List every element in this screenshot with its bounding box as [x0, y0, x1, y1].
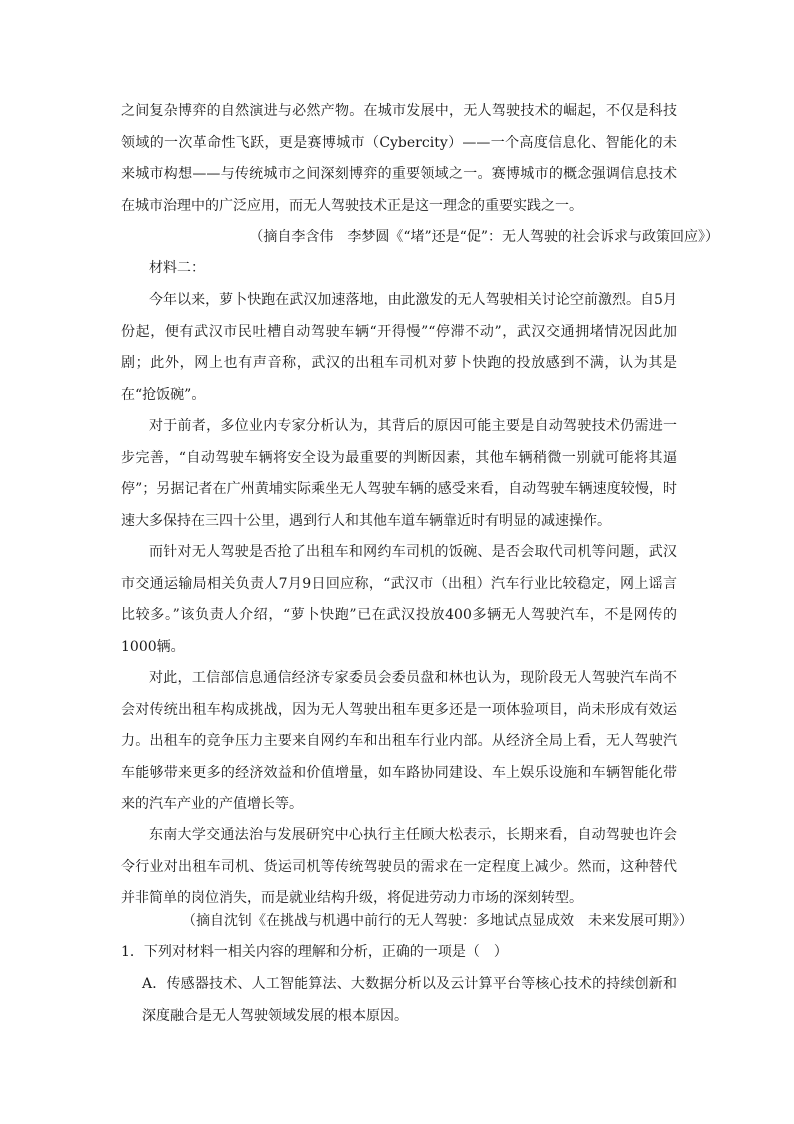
- material1-source: （摘自李含伟 李梦圆《“堵”还是“促”：无人驾驶的社会诉求与政策回应》）: [249, 229, 719, 245]
- material2-source: （摘自沈钊《在挑战与机遇中前行的无人驾驶：多地试点显成效 未来发展可期》）: [182, 913, 693, 929]
- material2-paragraph-3: 而针对无人驾驶是否抢了出租车和网约车司机的饭碗、是否会取代司机等问题，武汉市交通运输局相关负责人7月9日回应称，“武汉市（出租）汽车行业比较稳定，网上谣言比较多。”该负责人介绍，“萝卜快跑”已在武汉投放400多辆无人驾驶汽车，不是网传的1000辆。: [121, 544, 677, 655]
- question-1-option-a: A．传感器技术、人工智能算法、大数据分析以及云计算平台等核心技术的持续创新和深度融合是无人驾驶领域发展的根本原因。: [142, 976, 677, 1024]
- material1-paragraph: 之间复杂博弈的自然演进与必然产物。在城市发展中，无人驾驶技术的崛起，不仅是科技领域的一次革命性飞跃，更是赛博城市（Cybercity）——一个高度信息化、智能化的未来城市构想——与传统城市之间深刻博弈的重要领域之一。赛博城市的概念强调信息技术在城市治理中的广泛应用，而无人驾驶技术正是这一理念的重要实践之一。: [121, 103, 677, 214]
- material2-paragraph-1: 今年以来，萝卜快跑在武汉加速落地，由此激发的无人驾驶相关讨论空前激烈。自5月份起，便有武汉市民吐槽自动驾驶车辆“开得慢”“停滞不动”，武汉交通拥堵情况因此加剧；此外，网上也有声音称，武汉的出租车司机对萝卜快跑的投放感到不满，认为其是在“抢饭碗”。: [121, 292, 677, 403]
- material2-paragraph-5: 东南大学交通法治与发展研究中心执行主任顾大松表示，长期来看，自动驾驶也许会令行业对出租车司机、货运司机等传统驾驶员的需求在一定程度上减少。然而，这种替代并非简单的岗位消失，而是就业结构升级，将促进劳动力市场的深刻转型。: [121, 827, 677, 906]
- material2-label: 材料二：: [149, 260, 205, 276]
- material2-paragraph-2: 对于前者，多位业内专家分析认为，其背后的原因可能主要是自动驾驶技术仍需进一步完善，“自动驾驶车辆将安全设为最重要的判断因素，其他车辆稍微一别就可能将其逼停”；另据记者在广州黄埔实际乘坐无人驾驶车辆的感受来看，自动驾驶车辆速度较慢，时速大多保持在三四十公里，遇到行人和其他车道车辆靠近时有明显的减速操作。: [121, 418, 677, 529]
- material2-paragraph-4: 对此，工信部信息通信经济专家委员会委员盘和林也认为，现阶段无人驾驶汽车尚不会对传统出租车构成挑战，因为无人驾驶出租车更多还是一项体验项目，尚未形成有效运力。出租车的竞争压力主要来自网约车和出租车行业内部。从经济全局上看，无人驾驶汽车能够带来更多的经济效益和价值增量，如车路协同建设、车上娱乐设施和车辆智能化带来的汽车产业的产值增长等。: [121, 670, 677, 812]
- question-1-stem: 1．下列对材料一相关内容的理解和分析，正确的一项是（ ）: [121, 944, 508, 960]
